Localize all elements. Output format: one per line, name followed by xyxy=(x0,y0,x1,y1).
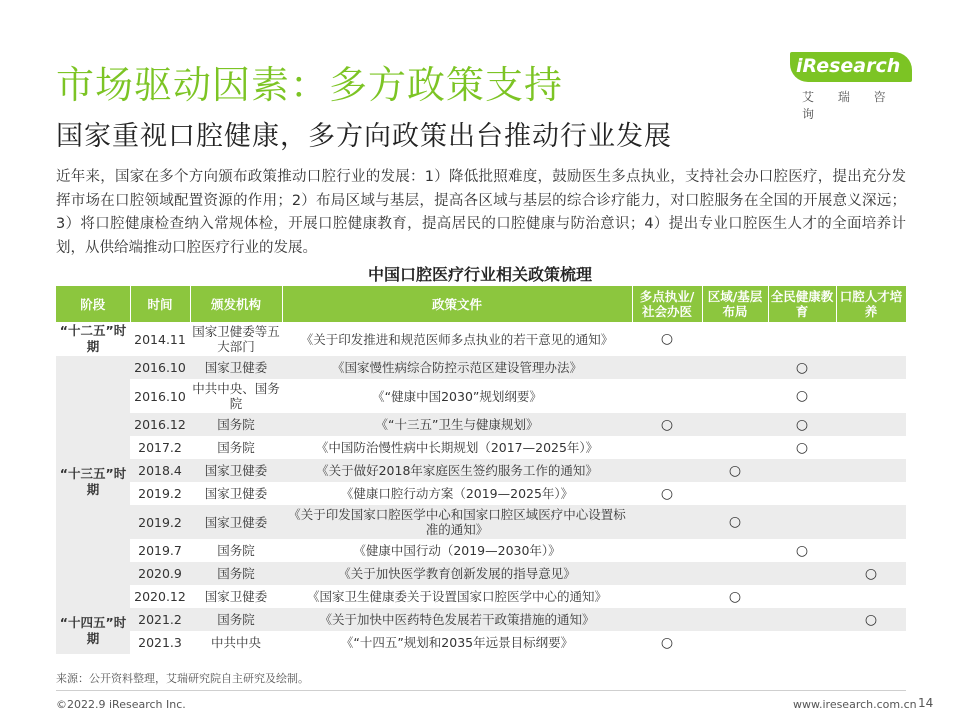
mark-cell-talent-training xyxy=(836,482,906,505)
agency-cell: 国务院 xyxy=(190,413,282,436)
header-stage: 阶段 xyxy=(56,286,130,322)
time-cell: 2016.10 xyxy=(134,388,186,404)
mark-cell-health-education xyxy=(768,482,836,505)
mark-cell-regional-layout xyxy=(702,631,768,654)
time-cell: 2021.2 xyxy=(130,608,190,631)
time-cell: 2014.11 xyxy=(134,331,186,347)
mark-cell-multi-practice xyxy=(632,436,702,459)
circle-mark: ○ xyxy=(728,514,742,530)
table-row xyxy=(56,459,906,482)
mark-cell-multi-practice xyxy=(632,322,702,356)
mark-cell-multi-practice xyxy=(632,539,702,562)
mark-cell-regional-layout xyxy=(702,482,768,505)
header-talent-training: 口腔人才培养 xyxy=(836,286,906,322)
logo-brand: iResearch xyxy=(796,55,901,77)
time-cell: 2020.9 xyxy=(130,562,190,585)
page-title: 市场驱动因素：多方政策支持 xyxy=(56,63,564,107)
mark-cell-health-education xyxy=(768,322,836,356)
agency-cell: 国务院 xyxy=(217,440,255,455)
mark-cell-health-education xyxy=(768,436,836,459)
circle-mark: ○ xyxy=(795,439,809,456)
document-cell: 《关于加快医学教育创新发展的指导意见》 xyxy=(282,562,632,585)
table-row xyxy=(56,631,906,654)
table-row xyxy=(56,436,906,459)
mark-cell-health-education xyxy=(768,631,836,654)
table-row xyxy=(56,356,906,379)
mark-cell-talent-training xyxy=(836,356,906,379)
time-cell: 2021.3 xyxy=(138,635,182,650)
mark-cell-health-education xyxy=(768,585,836,608)
circle-mark: ○ xyxy=(795,416,809,433)
table-row xyxy=(56,379,906,413)
document-cell: 《国家慢性病综合防控示范区建设管理办法》 xyxy=(282,356,632,379)
mark-cell-talent-training xyxy=(836,379,906,413)
circle-mark: ○ xyxy=(864,611,878,628)
footer-divider xyxy=(56,690,906,691)
header-agency: 颁发机构 xyxy=(190,286,282,322)
mark-cell-multi-practice xyxy=(632,585,702,608)
agency-cell: 国家卫健委 xyxy=(190,505,282,539)
circle-mark: ○ xyxy=(864,565,878,582)
agency-cell: 国务院 xyxy=(217,543,255,558)
mark-cell-talent-training xyxy=(836,322,906,356)
document-cell: 《健康中国行动（2019—2030年）》 xyxy=(353,543,561,558)
mark-cell-multi-practice xyxy=(632,482,702,505)
mark-cell-health-education xyxy=(768,413,836,436)
mark-cell-regional-layout xyxy=(702,356,768,379)
mark-cell-talent-training xyxy=(836,631,906,654)
mark-cell-talent-training xyxy=(836,562,906,585)
source-note: 来源：公开资料整理，艾瑞研究院自主研究及绘制。 xyxy=(56,672,309,685)
period-cell: “十四五”时期 xyxy=(56,608,130,654)
agency-cell: 国家卫健委 xyxy=(190,459,282,482)
mark-cell-regional-layout xyxy=(702,459,768,482)
document-cell: 《关于印发国家口腔医学中心和国家口腔区域医疗中心设置标准的通知》 xyxy=(282,505,632,539)
policy-table-body xyxy=(56,322,906,654)
agency-cell: 国家卫健委 xyxy=(204,589,268,604)
time-cell: 2016.10 xyxy=(130,356,190,379)
document-cell: 《关于印发推进和规范医师多点执业的若干意见的通知》 xyxy=(300,331,614,347)
document-cell: 《健康口腔行动方案（2019—2025年）》 xyxy=(340,486,574,501)
mark-cell-talent-training xyxy=(836,505,906,539)
document-cell: 《“十四五”规划和2035年远景目标纲要》 xyxy=(340,635,574,650)
circle-mark: ○ xyxy=(728,462,742,479)
table-row xyxy=(56,413,906,436)
header-time: 时间 xyxy=(130,286,190,322)
table-row xyxy=(56,505,906,539)
table-row xyxy=(56,482,906,505)
time-cell: 2016.12 xyxy=(130,413,190,436)
table-row xyxy=(56,322,906,356)
mark-cell-health-education xyxy=(768,459,836,482)
mark-cell-regional-layout xyxy=(702,379,768,413)
agency-cell: 国务院 xyxy=(190,562,282,585)
mark-cell-health-education xyxy=(768,539,836,562)
table-row xyxy=(56,585,906,608)
website: www.iresearch.com.cn xyxy=(793,698,917,711)
mark-cell-regional-layout xyxy=(702,322,768,356)
document-cell: 《关于做好2018年家庭医生签约服务工作的通知》 xyxy=(282,459,632,482)
agency-cell: 国务院 xyxy=(190,608,282,631)
table-row xyxy=(56,562,906,585)
table-row xyxy=(56,539,906,562)
header-health-education: 全民健康教育 xyxy=(768,286,836,322)
circle-mark: ○ xyxy=(795,542,809,559)
header-regional-layout: 区域/基层布局 xyxy=(702,286,768,322)
mark-cell-multi-practice xyxy=(632,413,702,436)
table-row xyxy=(56,608,906,631)
circle-mark: ○ xyxy=(795,359,809,376)
page-subtitle: 国家重视口腔健康，多方向政策出台推动行业发展 xyxy=(56,121,672,152)
time-cell: 2019.7 xyxy=(138,543,182,558)
mark-cell-talent-training xyxy=(836,459,906,482)
mark-cell-health-education xyxy=(768,505,836,539)
mark-cell-health-education xyxy=(768,562,836,585)
mark-cell-talent-training xyxy=(836,413,906,436)
agency-cell: 中共中央 xyxy=(210,635,261,650)
iresearch-logo xyxy=(790,52,930,121)
mark-cell-health-education xyxy=(768,608,836,631)
circle-mark: ○ xyxy=(660,634,674,651)
intro-paragraph: 近年来，国家在多个方向颁布政策推动口腔行业的发展：1）降低批照难度，鼓励医生多点执业，支持社会办口腔医疗，提出充分发挥市场在口腔领域配置资源的作用；2）布局区域与基层，提高各区域与基层的综合诊疗能力，对口腔服务在全国的开展意义深远；3）将口腔健康检查纳入常规体检，开展口腔健康教育，提高居民的口腔健康与防治意识；4）提出专业口腔医生人才的全面培养计划，从供给端推动口腔医疗行业的发展。 xyxy=(56,169,906,256)
copyright: ©2022.9 iResearch Inc. xyxy=(56,698,186,711)
period-cell: “十二五”时期 xyxy=(56,322,130,356)
mark-cell-regional-layout xyxy=(702,608,768,631)
circle-mark: ○ xyxy=(795,388,809,404)
mark-cell-multi-practice xyxy=(632,505,702,539)
document-cell: 《“十三五”卫生与健康规划》 xyxy=(282,413,632,436)
logo-subtitle: 艾 瑞 咨 询 xyxy=(802,90,896,121)
mark-cell-talent-training xyxy=(836,436,906,459)
mark-cell-health-education xyxy=(768,379,836,413)
mark-cell-multi-practice xyxy=(632,379,702,413)
mark-cell-regional-layout xyxy=(702,585,768,608)
mark-cell-multi-practice xyxy=(632,631,702,654)
circle-mark: ○ xyxy=(660,416,674,433)
page-number: 14 xyxy=(918,696,934,710)
mark-cell-talent-training xyxy=(836,585,906,608)
mark-cell-health-education xyxy=(768,356,836,379)
mark-cell-regional-layout xyxy=(702,539,768,562)
circle-mark: ○ xyxy=(660,485,674,502)
time-cell: 2020.12 xyxy=(134,589,186,604)
mark-cell-multi-practice xyxy=(632,356,702,379)
circle-mark: ○ xyxy=(660,331,674,347)
time-cell: 2019.2 xyxy=(130,505,190,539)
mark-cell-multi-practice xyxy=(632,562,702,585)
agency-cell: 国家卫健委 xyxy=(190,356,282,379)
table-title: 中国口腔医疗行业相关政策梳理 xyxy=(367,265,592,284)
header-multi-practice: 多点执业/社会办医 xyxy=(632,286,702,322)
header-document: 政策文件 xyxy=(282,286,632,322)
mark-cell-regional-layout xyxy=(702,562,768,585)
document-cell: 《“健康中国2030”规划纲要》 xyxy=(372,388,542,404)
mark-cell-multi-practice xyxy=(632,608,702,631)
agency-cell: 中共中央、国务院 xyxy=(192,381,280,411)
mark-cell-multi-practice xyxy=(632,459,702,482)
agency-cell: 国家卫健委 xyxy=(204,486,268,501)
period-cell: “十三五”时期 xyxy=(56,356,130,608)
mark-cell-talent-training xyxy=(836,539,906,562)
mark-cell-talent-training xyxy=(836,608,906,631)
mark-cell-regional-layout xyxy=(702,505,768,539)
time-cell: 2018.4 xyxy=(130,459,190,482)
policy-table xyxy=(56,286,907,654)
mark-cell-regional-layout xyxy=(702,413,768,436)
agency-cell: 国家卫健委等五大部门 xyxy=(192,324,280,354)
document-cell: 《中国防治慢性病中长期规划（2017—2025年）》 xyxy=(315,440,599,455)
document-cell: 《关于加快中医药特色发展若干政策措施的通知》 xyxy=(282,608,632,631)
logo-badge xyxy=(790,52,912,82)
mark-cell-regional-layout xyxy=(702,436,768,459)
table-header-row xyxy=(56,286,906,322)
document-cell: 《国家卫生健康委关于设置国家口腔医学中心的通知》 xyxy=(306,589,607,604)
circle-mark: ○ xyxy=(728,588,742,605)
time-cell: 2017.2 xyxy=(138,440,182,455)
time-cell: 2019.2 xyxy=(138,486,182,501)
